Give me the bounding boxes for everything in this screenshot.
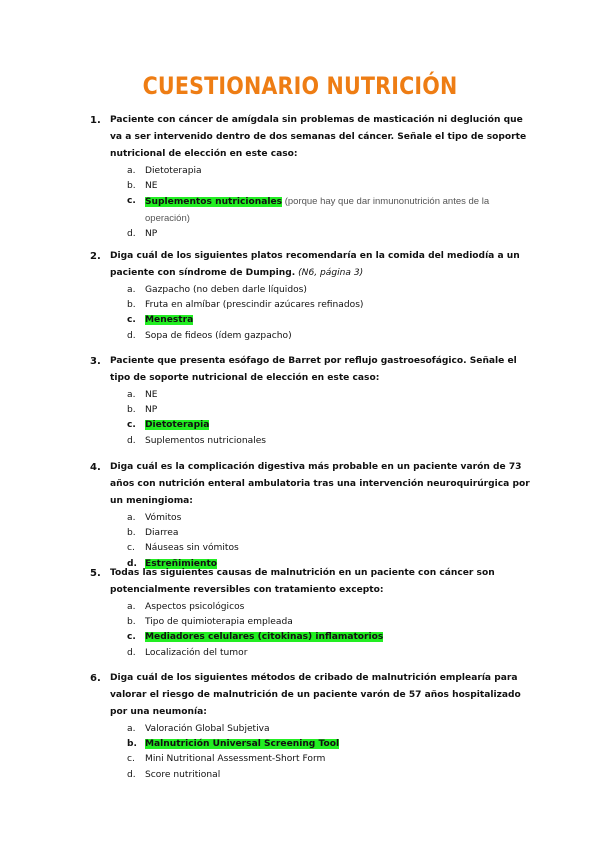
question-header (90, 112, 530, 163)
question-text (110, 565, 530, 599)
option-text: Menestra (145, 315, 194, 326)
option-text: NP (145, 405, 158, 416)
option-letter: a. (127, 166, 136, 176)
option-text: Sopa de fideos (ídem gazpacho) (145, 330, 292, 341)
option-letter: d. (127, 647, 136, 658)
question-2 (90, 248, 530, 344)
option-text: Diarrea (145, 528, 179, 539)
question-text (110, 353, 530, 387)
question-number: 4. (90, 462, 101, 473)
option-letter: a. (127, 513, 136, 523)
option-text: NE (145, 181, 158, 192)
option-letter: a. (127, 390, 136, 400)
option-text: Dietoterapia (145, 166, 202, 176)
option-letter: b. (127, 300, 136, 311)
question-reference: (N6, página 3) (295, 268, 364, 278)
question-text (110, 112, 530, 163)
option-text: Mediadores celulares (citokinas) inflamatorios (145, 632, 384, 643)
correct-option (90, 630, 530, 645)
correct-option (90, 737, 530, 752)
option-text: Aspectos psicológicos (145, 602, 245, 612)
question-6 (90, 670, 530, 783)
question-statement: Diga cuál de los siguientes platos recomendaría en la comida del mediodía a un paciente con síndrome de Dumping. (110, 251, 520, 278)
question-1 (90, 112, 530, 242)
correct-option (90, 418, 530, 433)
correct-option (90, 194, 530, 226)
question-number: 3. (90, 356, 101, 367)
question-number: 1. (90, 115, 101, 126)
question-statement: Paciente que presenta esófago de Barret por reflujo gastroesofágico. Señale el tipo de soporte nutricional de elección en este caso: (110, 356, 517, 383)
option (90, 164, 530, 179)
question-text (110, 248, 530, 282)
option-letter: b. (127, 181, 136, 192)
question-4 (90, 459, 530, 572)
option (90, 615, 530, 630)
option-text: NE (145, 390, 158, 400)
option-letter: a. (127, 724, 136, 734)
option-letter: b. (127, 405, 136, 416)
option (90, 646, 530, 661)
option-letter: c. (127, 196, 136, 207)
option (90, 227, 530, 242)
question-5 (90, 565, 530, 661)
question-number: 6. (90, 673, 101, 684)
question-statement: Todas las siguientes causas de malnutrición en un paciente con cáncer son potencialmente reversibles con tratamiento excepto: (110, 568, 495, 595)
option (90, 600, 530, 615)
question-header (90, 353, 530, 387)
option-note: (porque hay que dar inmunonutrición antes de la operación) (145, 196, 490, 224)
option-text: Dietoterapia (145, 420, 210, 431)
option-text: Vómitos (145, 513, 182, 523)
option-text: Tipo de quimioterapia empleada (145, 617, 293, 628)
option-letter: c. (127, 632, 136, 643)
option-text: Localización del tumor (145, 647, 248, 658)
option-letter: d. (127, 769, 136, 780)
option-text: Estreñimiento (145, 558, 218, 569)
option-text: Valoración Global Subjetiva (145, 724, 270, 734)
option (90, 722, 530, 737)
option-text: Náuseas sin vómitos (145, 543, 239, 554)
option-text: Mini Nutritional Assessment-Short Form (145, 754, 326, 765)
option-list (90, 388, 530, 449)
option-list (90, 722, 530, 783)
question-header (90, 565, 530, 599)
question-text (110, 670, 530, 721)
option-text: Suplementos nutricionales (145, 197, 283, 208)
option-letter: d. (127, 228, 136, 239)
option (90, 526, 530, 541)
option-list (90, 283, 530, 344)
question-header (90, 670, 530, 721)
question-number: 5. (90, 568, 101, 579)
option (90, 329, 530, 344)
option (90, 541, 530, 556)
question-number: 2. (90, 251, 101, 262)
option-text: Score nutritional (145, 769, 221, 780)
question-statement: Paciente con cáncer de amígdala sin problemas de masticación ni deglución que va a ser intervenido dentro de dos semanas del cáncer. Señale el tipo de soporte nutricional de elección en este caso: (110, 115, 527, 159)
option (90, 403, 530, 418)
option (90, 388, 530, 403)
option (90, 283, 530, 298)
option-list (90, 164, 530, 242)
option-letter: b. (127, 528, 136, 539)
option (90, 768, 530, 783)
option-text: Malnutrición Universal Screening Tool (145, 739, 340, 750)
question-statement: Diga cuál es la complicación digestiva más probable en un paciente varón de 73 años con nutrición enteral ambulatoria tras una intervención neuroquirúrgica por un meningioma: (110, 462, 530, 506)
question-header (90, 248, 530, 282)
page-title: CUESTIONARIO NUTRICIÓN (142, 72, 458, 100)
option-list (90, 600, 530, 661)
option-letter: b. (127, 617, 136, 628)
option-letter: d. (127, 558, 137, 569)
option (90, 179, 530, 194)
question-statement: Diga cuál de los siguientes métodos de cribado de malnutrición emplearía para valorar el riesgo de malnutrición de un paciente varón de 57 años hospitalizado por una neumonía: (110, 673, 521, 717)
option-letter: c. (127, 754, 135, 765)
option-text: Gazpacho (no deben darle líquidos) (145, 285, 307, 295)
option-letter: c. (127, 420, 136, 431)
option-letter: c. (127, 543, 135, 554)
correct-option (90, 313, 530, 328)
option-text: Fruta en almíbar (prescindir azúcares refinados) (145, 300, 364, 311)
option-list (90, 511, 530, 572)
option (90, 752, 530, 767)
option-letter: a. (127, 285, 136, 295)
question-3 (90, 353, 530, 449)
option-letter: a. (127, 602, 136, 612)
question-header (90, 459, 530, 510)
option-letter: b. (127, 739, 137, 750)
option-letter: d. (127, 330, 136, 341)
option (90, 511, 530, 526)
option-text: NP (145, 228, 158, 239)
option-letter: c. (127, 315, 136, 326)
option-letter: d. (127, 435, 136, 446)
option (90, 434, 530, 449)
option (90, 298, 530, 313)
option-text: Suplementos nutricionales (145, 435, 267, 446)
question-text (110, 459, 530, 510)
